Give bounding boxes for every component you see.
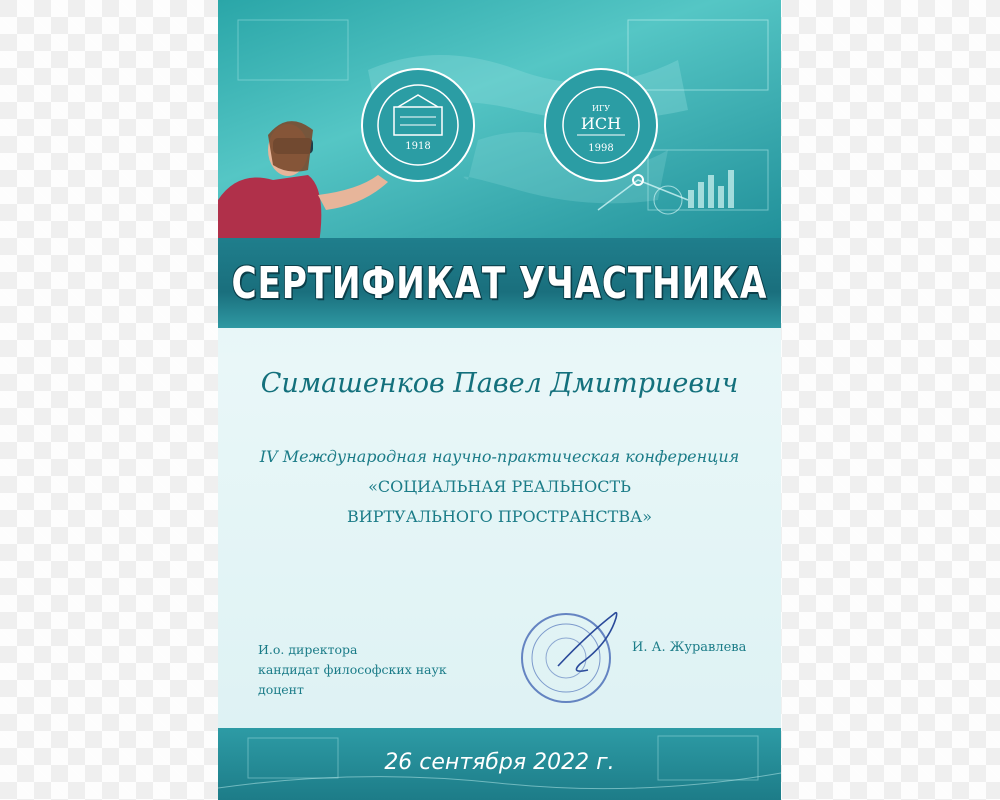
institute-year: 1998 — [588, 143, 614, 154]
signer-name: И. А. Журавлева — [632, 640, 747, 655]
conference-title-line2: ВИРТУАЛЬНОГО ПРОСТРАНСТВА» — [347, 507, 652, 526]
university-emblem — [358, 65, 478, 185]
signer-position-line: кандидат философских наук — [258, 662, 447, 677]
official-stamp — [518, 604, 640, 708]
conference-name: IV Международная научно-практическая конференция — [259, 447, 740, 466]
university-year: 1918 — [405, 141, 431, 152]
signer-position-line: И.о. директора — [258, 642, 358, 657]
institute-abbr-top: ИГУ — [591, 104, 611, 113]
title-band — [218, 238, 781, 328]
conference-title-line1: «СОЦИАЛЬНАЯ РЕАЛЬНОСТЬ — [368, 477, 631, 496]
signer-position — [258, 640, 498, 700]
header-artwork — [218, 0, 781, 250]
signer-position-line: доцент — [258, 682, 304, 697]
certificate-title: СЕРТИФИКАТ УЧАСТНИКА — [231, 257, 768, 309]
header-illustration — [218, 0, 781, 250]
institute-abbr: ИСН — [580, 114, 622, 133]
recipient-name: Симашенков Павел Дмитриевич — [260, 368, 739, 399]
institute-emblem — [541, 65, 661, 185]
certificate — [218, 0, 781, 800]
certificate-date: 26 сентября 2022 г. — [384, 750, 615, 775]
